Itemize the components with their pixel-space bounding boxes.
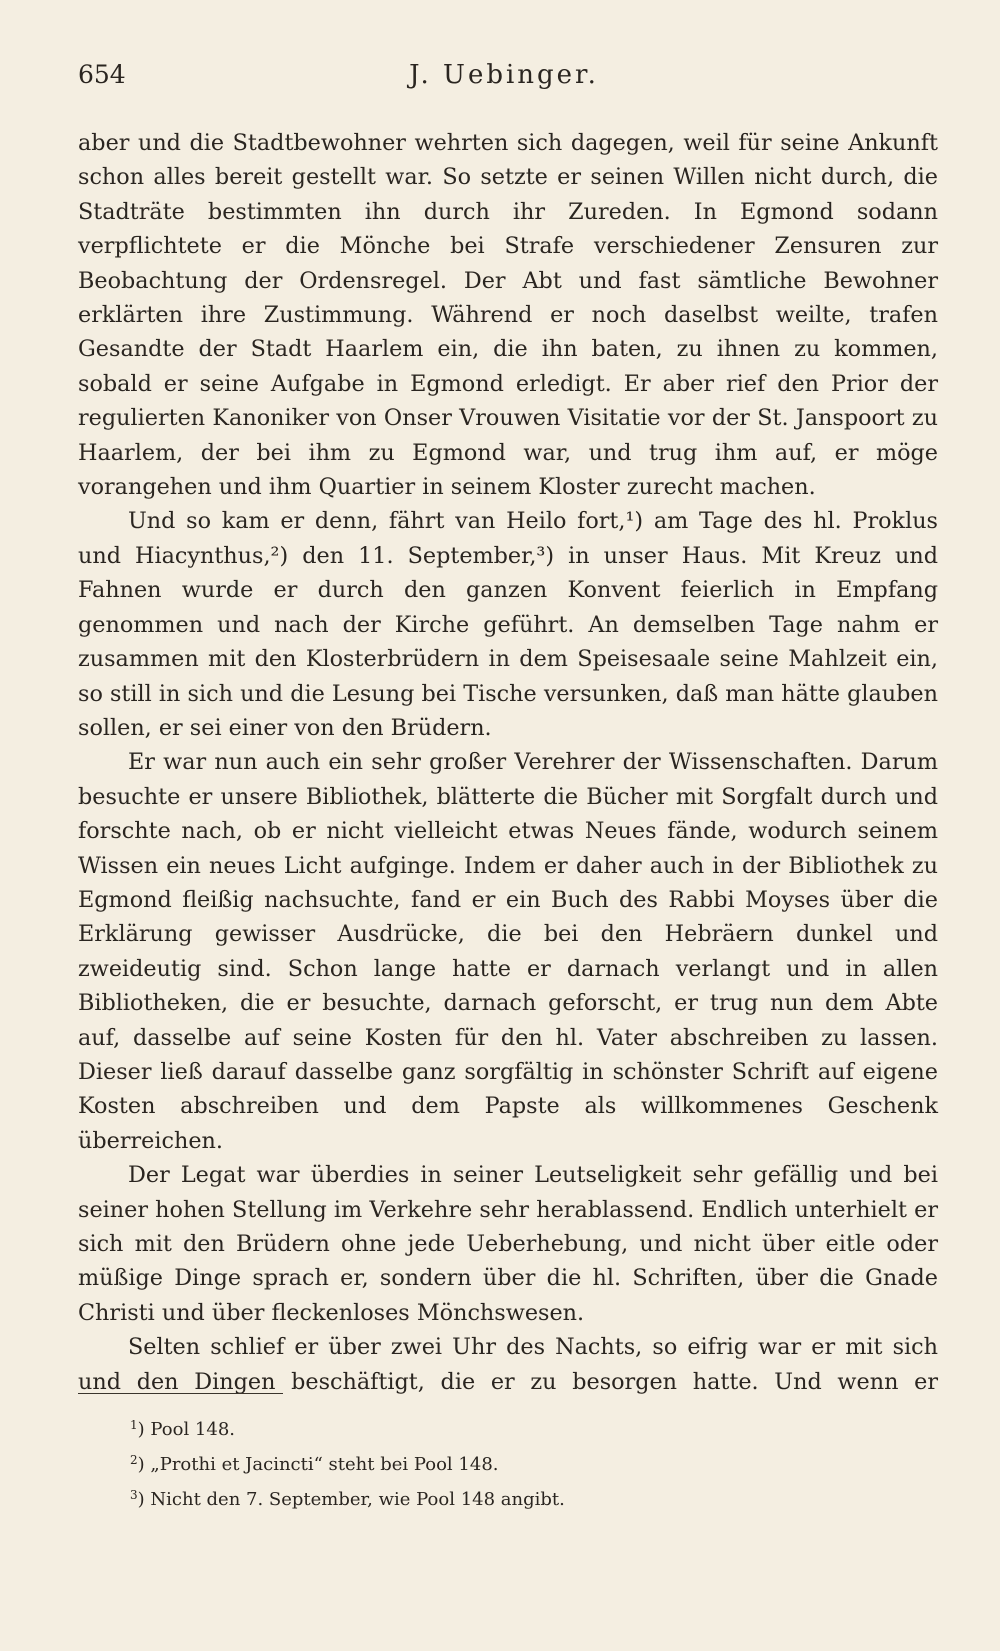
footnote-text: Pool 148. [150, 1419, 236, 1440]
page-number: 654 [78, 60, 126, 89]
body-text [78, 126, 938, 1399]
running-title: J. Uebinger. [409, 60, 599, 90]
page-header [78, 58, 930, 98]
footnote: $^3$) Nicht den 7. September, wie Pool 148 angibt. [130, 1488, 565, 1510]
footnote-text: „Prothi et Jacincti“ steht bei Pool 148. [150, 1454, 499, 1475]
paragraph: Selten schlief er über zwei Uhr des Nachts, so eifrig war er mit sich und den Dingen beschäftigt, die er zu besorgen hatte. Und wenn er [78, 1334, 938, 1395]
footnote-mark: 1 [130, 1418, 138, 1432]
footnote-text: Nicht den 7. September, wie Pool 148 angibt. [150, 1489, 565, 1510]
paragraph: Und so kam er denn, fährt van Heilo fort,¹) am Tage des hl. Proklus und Hiacynthus,²) den 11. September,³) in unser Haus. Mit Kreuz und Fahnen wurde er durch den ganzen Konvent feierlich in Empfang genommen und nach der Kirche geführt. An demselben Tage nahm er zusammen mit den Klosterbrüdern in dem Speisesaale seine Mahlzeit ein, so still in sich und die Lesung bei Tische versunken, daß man hätte glauben sollen, er sei einer von den Brüdern. [78, 508, 938, 741]
footnote-rule [78, 1393, 283, 1394]
footnote: $^1$) Pool 148. [130, 1418, 236, 1440]
footnotes [130, 1410, 938, 1515]
footnote-mark: 3 [130, 1488, 138, 1502]
paragraph: Der Legat war überdies in seiner Leutseligkeit sehr gefällig und bei seiner hohen Stellung im Verkehre sehr herablassend. Endlich unterhielt er sich mit den Brüdern ohne jede Ueberhebung, und nicht über eitle oder müßige Dinge sprach er, sondern über die hl. Schriften, über die Gnade Christi und über fleckenloses Mönchswesen. [78, 1162, 938, 1326]
footnote: $^2$) „Prothi et Jacincti“ steht bei Pool 148. [130, 1453, 499, 1475]
footnote-mark: 2 [130, 1453, 138, 1467]
paragraph: aber und die Stadtbewohner wehrten sich dagegen, weil für seine Ankunft schon alles bereit gestellt war. So setzte er seinen Willen nicht durch, die Stadträte bestimmten ihn durch ihr Zureden. In Egmond sodann verpflichtete er die Mönche bei Strafe verschiedener Zensuren zur Beobachtung der Ordensregel. Der Abt und fast sämtliche Bewohner erklärten ihre Zustimmung. Während er noch daselbst weilte, trafen Gesandte der Stadt Haarlem ein, die ihn baten, zu ihnen zu kommen, sobald er seine Aufgabe in Egmond erledigt. Er aber rief den Prior der regulierten Kanoniker von Onser Vrouwen Visitatie vor der St. Janspoort zu Haarlem, der bei ihm zu Egmond war, und trug ihm auf, er möge vorangehen und ihm Quartier in seinem Kloster zurecht machen. [78, 130, 938, 501]
paragraph: Er war nun auch ein sehr großer Verehrer der Wissenschaften. Darum besuchte er unsere Bibliothek, blätterte die Bücher mit Sorgfalt durch und forschte nach, ob er nicht vielleicht etwas Neues fände, wodurch seinem Wissen ein neues Licht aufginge. Indem er daher auch in der Bibliothek zu Egmond fleißig nachsuchte, fand er ein Buch des Rabbi Moyses über die Erklärung gewisser Ausdrücke, die bei den Hebräern dunkel und zweideutig sind. Schon lange hatte er darnach verlangt und in allen Bibliotheken, die er besuchte, darnach geforscht, er trug nun dem Abte auf, dasselbe auf seine Kosten für den hl. Vater abschreiben zu lassen. Dieser ließ darauf dasselbe ganz sorgfältig in schönster Schrift auf eigene Kosten abschreiben und dem Papste als willkommenes Geschenk überreichen. [78, 749, 938, 1154]
